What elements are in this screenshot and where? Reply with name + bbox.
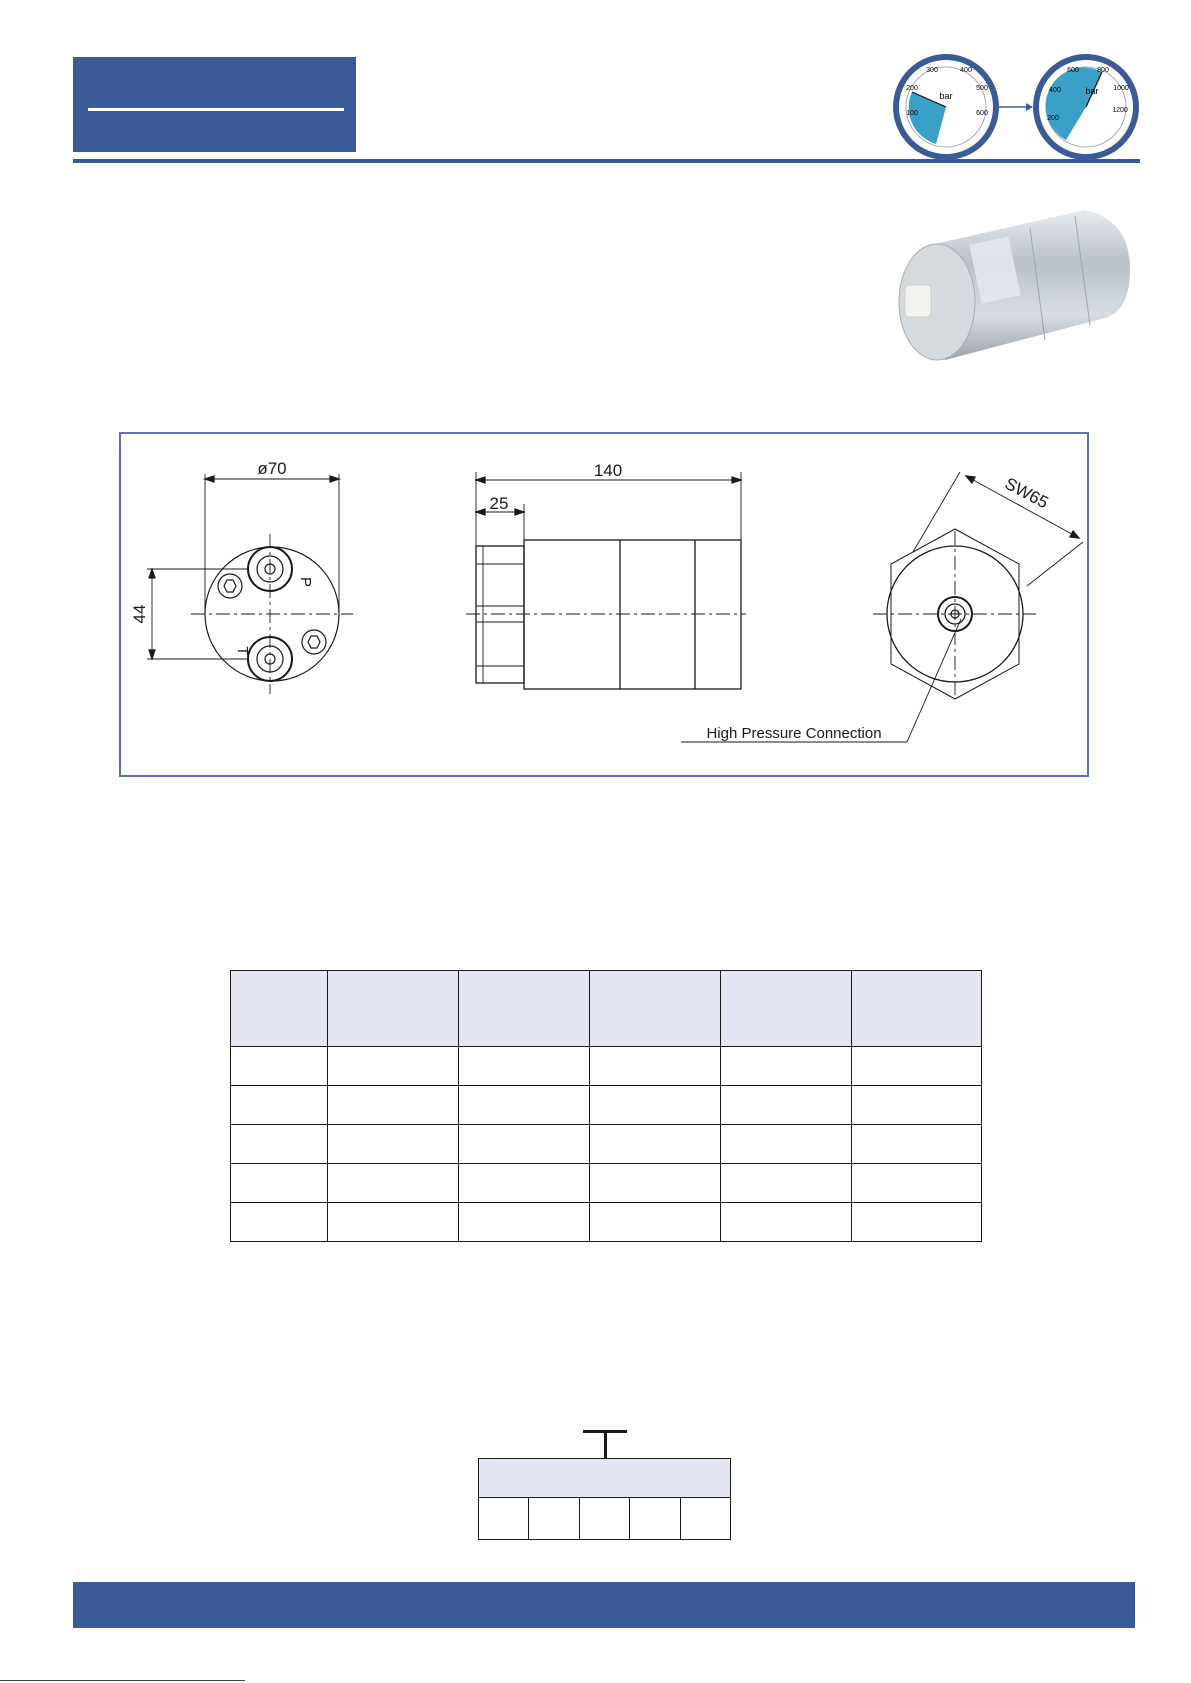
table-cell <box>852 1047 982 1086</box>
table-header-cell <box>328 971 459 1047</box>
order-code-cell <box>580 1498 630 1539</box>
table-cell <box>721 1125 852 1164</box>
table-header-cell <box>231 971 328 1047</box>
gauge-unit-label: bar <box>1085 86 1099 96</box>
gauge-tick: 500 <box>976 85 988 92</box>
table-cell <box>231 1164 328 1203</box>
pressure-gauges <box>890 52 1140 162</box>
order-code-cell <box>681 1498 730 1539</box>
table-cell <box>459 1203 590 1242</box>
gauge-tick: 800 <box>1097 67 1109 74</box>
gauge-tick: 1200 <box>1112 107 1128 114</box>
table-cell <box>231 1086 328 1125</box>
technical-drawing <box>119 432 1089 777</box>
table-cell <box>590 1203 721 1242</box>
table-cell <box>590 1125 721 1164</box>
footer-bar <box>73 1582 1135 1628</box>
pressure-gauge-icon-left <box>896 57 996 157</box>
order-code-header <box>478 1458 731 1498</box>
table-header-cell <box>459 971 590 1047</box>
table-cell <box>852 1125 982 1164</box>
order-code-cell <box>630 1498 680 1539</box>
table-cell <box>590 1086 721 1125</box>
table-row <box>231 1086 982 1125</box>
table-cell <box>231 1203 328 1242</box>
table-row <box>231 1164 982 1203</box>
table-cell <box>721 1164 852 1203</box>
gauge-tick: 400 <box>960 67 972 74</box>
gauge-tick: 200 <box>906 85 918 92</box>
callout-high-pressure-connection: High Pressure Connection <box>706 725 882 742</box>
order-code-symbol-stem <box>604 1430 607 1459</box>
gauge-unit-label: bar <box>939 91 953 101</box>
table-header-cell <box>852 971 982 1047</box>
table-row <box>231 1047 982 1086</box>
table-cell <box>231 1047 328 1086</box>
table-cell <box>721 1047 852 1086</box>
table-header-cell <box>721 971 852 1047</box>
header-title-underline <box>88 108 344 111</box>
dimension-wrench-size: SW65 <box>1001 473 1052 513</box>
order-code-cell <box>529 1498 579 1539</box>
gauge-tick: 100 <box>906 110 918 117</box>
order-code-cells <box>478 1497 731 1540</box>
table-cell <box>852 1164 982 1203</box>
gauge-tick: 600 <box>976 110 988 117</box>
table-cell <box>328 1047 459 1086</box>
port-label-t: T <box>234 646 251 656</box>
table-cell <box>328 1164 459 1203</box>
table-cell <box>590 1164 721 1203</box>
gauge-tick: 300 <box>926 67 938 74</box>
header-title-box <box>73 57 356 152</box>
table-header-cell <box>590 971 721 1047</box>
spec-table <box>230 970 982 1242</box>
front-view <box>147 474 353 694</box>
table-cell <box>231 1125 328 1164</box>
table-cell <box>328 1086 459 1125</box>
table-cell <box>721 1086 852 1125</box>
table-cell <box>721 1203 852 1242</box>
table-cell <box>590 1047 721 1086</box>
table-cell <box>459 1086 590 1125</box>
table-cell <box>852 1203 982 1242</box>
dimension-port-spacing: 44 <box>130 604 149 624</box>
gauge-tick: 400 <box>1049 87 1061 94</box>
table-header-row <box>231 971 982 1047</box>
gauge-tick: 600 <box>1067 67 1079 74</box>
gauge-tick: 200 <box>1047 115 1059 122</box>
port-label-p: P <box>297 576 314 588</box>
pressure-gauge-icon-right <box>1036 57 1136 157</box>
table-cell <box>459 1125 590 1164</box>
bottom-rule <box>0 1680 245 1681</box>
table-cell <box>459 1047 590 1086</box>
order-code-cell <box>479 1498 529 1539</box>
table-cell <box>328 1125 459 1164</box>
table-row <box>231 1125 982 1164</box>
dimension-diameter: ø70 <box>257 459 287 478</box>
arrow-right-icon <box>998 103 1033 111</box>
table-cell <box>459 1164 590 1203</box>
table-cell <box>328 1203 459 1242</box>
table-row <box>231 1203 982 1242</box>
dimension-length: 140 <box>593 461 623 480</box>
gauge-tick: 1000 <box>1113 85 1129 92</box>
product-cylinder-image <box>885 200 1135 370</box>
table-cell <box>852 1086 982 1125</box>
dimension-hex-length: 25 <box>489 494 509 513</box>
